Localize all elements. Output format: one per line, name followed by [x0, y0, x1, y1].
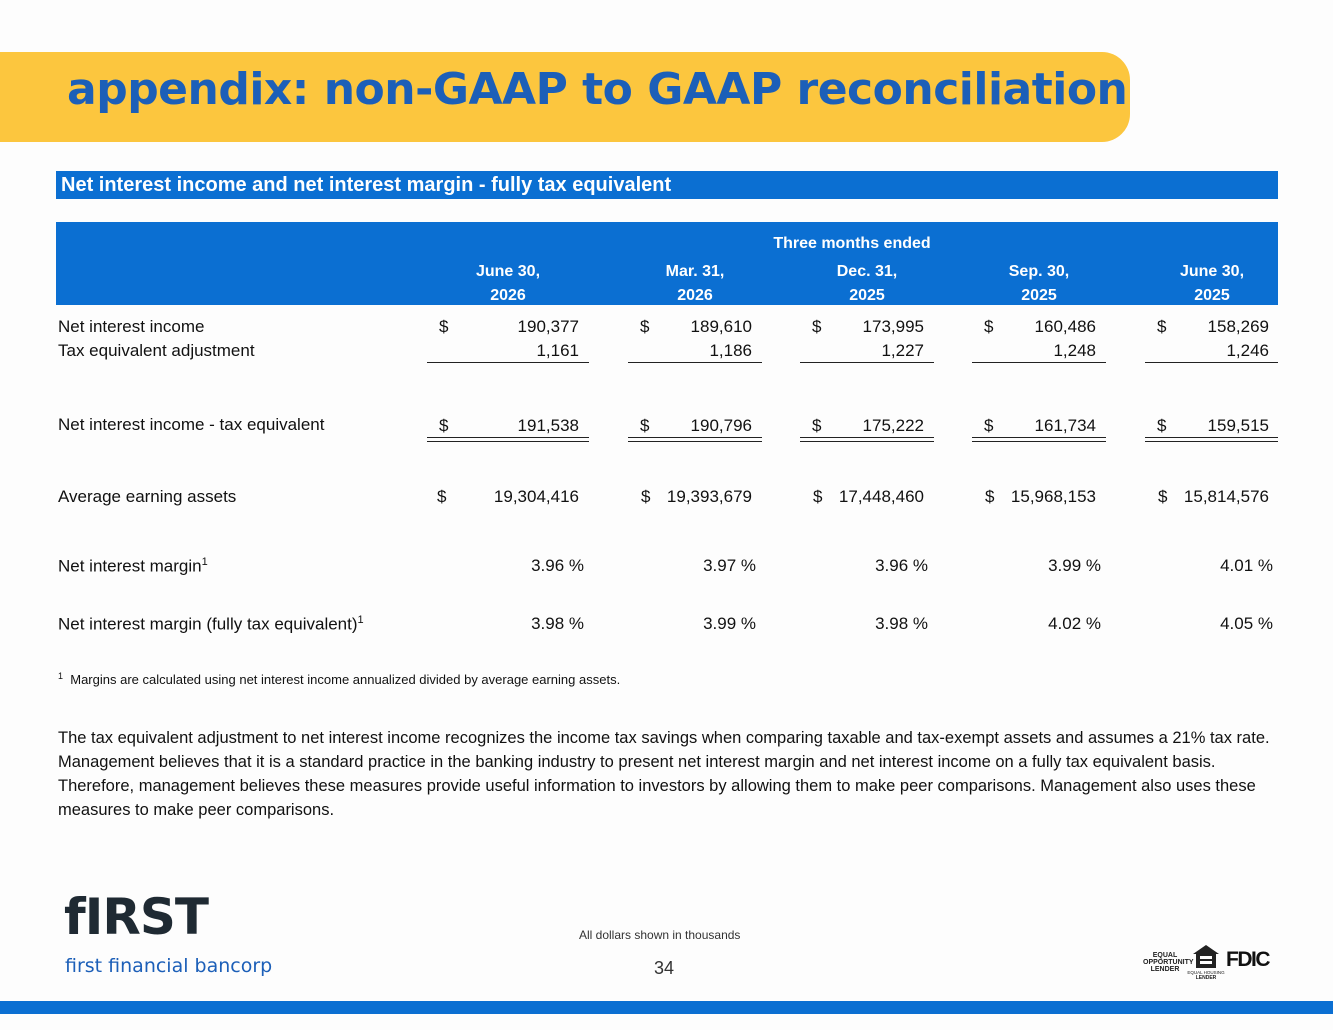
dollar-sign: $ — [640, 416, 650, 435]
table-cell: 17,448,460 — [838, 487, 924, 506]
table-cell: 4.01 % — [1220, 556, 1273, 575]
column-header-2: Mar. 31, 2026 — [665, 263, 725, 304]
table-cell: 3.98 % — [875, 614, 928, 633]
dollar-sign: $ — [439, 317, 449, 336]
table-cell: 173,995 — [862, 317, 924, 336]
table-cell: 3.98 % — [531, 614, 584, 633]
row-label-net-interest-income: Net interest income — [58, 317, 205, 336]
column-header-3: Dec. 31, 2025 — [836, 263, 898, 304]
dollar-sign: $ — [984, 416, 994, 435]
dollar-sign: $ — [1157, 317, 1167, 336]
dollar-sign: $ — [813, 487, 823, 506]
table-cell: 190,796 — [690, 416, 752, 435]
table-cell: 1,186 — [709, 341, 752, 360]
table-cell: 3.99 % — [703, 614, 756, 633]
svg-text:EQUAL HOUSING: EQUAL HOUSING — [1187, 970, 1225, 975]
dollar-sign: $ — [641, 487, 651, 506]
table-cell: 158,269 — [1207, 317, 1269, 336]
table-cell: 160,486 — [1034, 317, 1096, 336]
table-cell: 4.05 % — [1220, 614, 1273, 633]
table-cell: 190,377 — [517, 317, 579, 336]
table-cell: 1,246 — [1226, 341, 1269, 360]
fdic-logo: FDIC — [1226, 948, 1269, 971]
table-cell: 1,248 — [1053, 341, 1096, 360]
column-header-5: June 30, 2025 — [1179, 263, 1245, 304]
dollar-sign: $ — [1158, 487, 1168, 506]
table-cell: 191,538 — [517, 416, 579, 435]
footer-note: All dollars shown in thousands — [579, 928, 741, 942]
total-rule — [427, 437, 589, 438]
column-header-4: Sep. 30, 2025 — [1008, 263, 1070, 304]
subtotal-rule — [800, 362, 934, 363]
dollar-sign: $ — [812, 317, 822, 336]
row-label-average-earning-assets: Average earning assets — [58, 487, 237, 506]
total-rule — [628, 437, 762, 438]
svg-text:LENDER: LENDER — [1195, 975, 1217, 981]
dollar-sign: $ — [437, 487, 447, 506]
company-logo: fIRST — [64, 888, 208, 946]
dollar-sign: $ — [984, 317, 994, 336]
dollar-sign: $ — [985, 487, 995, 506]
table-cell: 19,393,679 — [666, 487, 752, 506]
explanation-paragraph: The tax equivalent adjustment to net interest income recognizes the income tax savings when comparing taxable and tax-exempt assets and assumes a 21% tax rate. Management believes that it is a standard practice in the banking industry to present net interest margin and net interest income on a fully tax equivalent basis. Therefore, management believes these measures provide useful information to investors by allowing them to make peer comparisons. Management also uses these measures to make peer comparisons. — [58, 729, 1270, 819]
footnote-mark: 1 — [201, 556, 208, 568]
row-label-net-interest-margin-fte: Net interest margin (fully tax equivalent)$^1$ — [58, 614, 364, 634]
table-cell: 1,161 — [536, 341, 579, 360]
table-cell: 3.97 % — [703, 556, 756, 575]
row-label-net-interest-income-te: Net interest income - tax equivalent — [58, 415, 325, 434]
dollar-sign: $ — [812, 416, 822, 435]
equal-housing-lender-icon — [1187, 944, 1225, 981]
table-cell: 3.99 % — [1048, 556, 1101, 575]
total-rule — [972, 437, 1106, 438]
page-title: appendix: non-GAAP to GAAP reconciliation — [67, 64, 1128, 115]
subtotal-rule — [972, 362, 1106, 363]
total-rule — [800, 437, 934, 438]
page-number: 34 — [654, 958, 675, 978]
footnote: $^1$ Margins are calculated using net interest income annualized divided by average earning assets. — [58, 671, 621, 687]
table-cell: 161,734 — [1034, 416, 1096, 435]
table-cell: 189,610 — [690, 317, 752, 336]
period-header: Three months ended — [773, 235, 931, 252]
table-cell: 15,814,576 — [1183, 487, 1269, 506]
table-cell: 15,968,153 — [1010, 487, 1096, 506]
total-rule — [972, 441, 1106, 442]
subtotal-rule — [628, 362, 762, 363]
company-name: first financial bancorp — [65, 955, 273, 977]
dollar-sign: $ — [439, 416, 449, 435]
bottom-bar — [0, 1001, 1333, 1014]
row-label-tax-equivalent-adjustment: Tax equivalent adjustment — [58, 341, 255, 360]
table-cell: 3.96 % — [531, 556, 584, 575]
dollar-sign: $ — [1157, 416, 1167, 435]
row-label-net-interest-margin: Net interest margin$^1$ — [58, 556, 208, 576]
table-cell: 4.02 % — [1048, 614, 1101, 633]
total-rule — [1145, 441, 1278, 442]
table-cell: 3.96 % — [875, 556, 928, 575]
total-rule — [1145, 437, 1278, 438]
table-cell: 175,222 — [862, 416, 924, 435]
subtotal-rule — [1145, 362, 1278, 363]
dollar-sign: $ — [640, 317, 650, 336]
section-title: Net interest income and net interest margin - fully tax equivalent — [61, 174, 672, 196]
footnote-mark: 1 — [357, 614, 364, 626]
total-rule — [800, 441, 934, 442]
subtotal-rule — [427, 362, 589, 363]
total-rule — [427, 441, 589, 442]
column-header-1: June 30, 2026 — [475, 263, 541, 304]
table-cell: 19,304,416 — [493, 487, 579, 506]
total-rule — [628, 441, 762, 442]
table-cell: 1,227 — [881, 341, 924, 360]
equal-opportunity-lender-badge: EQUAL OPPORTUNITY LENDER — [1143, 952, 1194, 973]
table-cell: 159,515 — [1207, 416, 1269, 435]
